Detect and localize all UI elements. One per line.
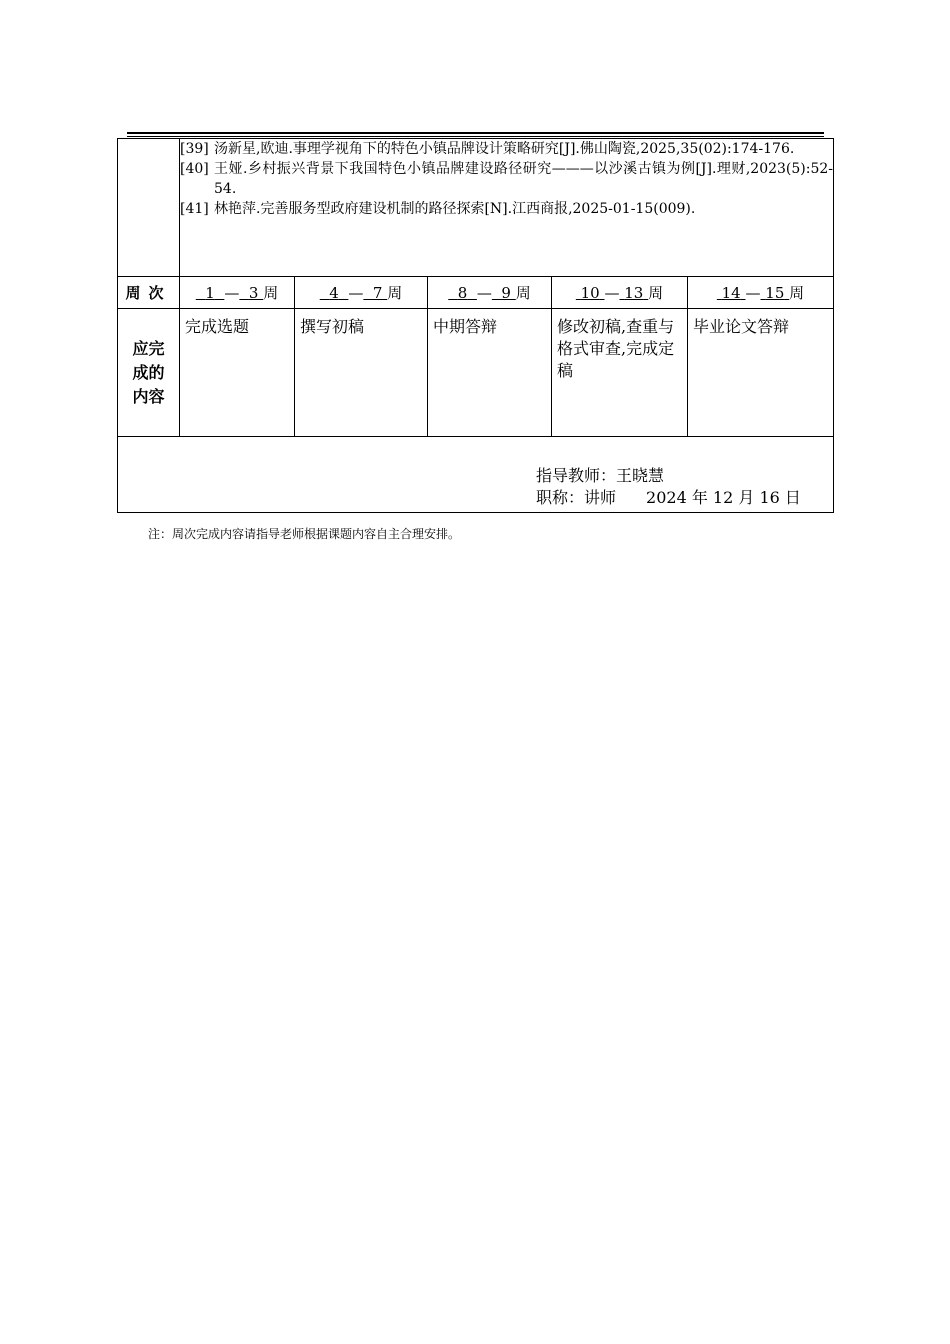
- week-range: 1 — 3 周: [180, 277, 295, 309]
- week-to: 9: [501, 284, 511, 302]
- week-to: 15: [765, 284, 785, 302]
- reference-item: [180, 159, 833, 199]
- content-row: [118, 309, 834, 437]
- footnote: 注：周次完成内容请指导老师根据课题内容自主合理安排。: [148, 527, 461, 541]
- week-range: 4 — 7 周: [295, 277, 428, 309]
- task-table: [117, 138, 834, 513]
- week-range: 10 — 13 周: [552, 277, 688, 309]
- reference-number: [41]: [180, 201, 209, 217]
- week-from: 8: [457, 284, 468, 302]
- week-from: 10: [580, 284, 600, 302]
- top-rule-thin: [127, 136, 824, 137]
- reference-number: [40]: [180, 161, 209, 177]
- content-header: 应完成的内容: [118, 309, 180, 437]
- reference-item: [180, 199, 833, 219]
- week-content: 中期答辩: [428, 309, 552, 437]
- references-row: [118, 139, 834, 277]
- week-from: 1: [205, 284, 215, 302]
- references-label-cell: [118, 139, 180, 277]
- week-content: 毕业论文答辩: [688, 309, 834, 437]
- reference-text: 林艳萍.完善服务型政府建设机制的路径探索[N].江西商报,2025-01-15(009).: [214, 201, 696, 217]
- reference-number: [39]: [180, 141, 209, 157]
- week-content: 撰写初稿: [295, 309, 428, 437]
- sign-date: 2024 年 12 月 16 日: [646, 488, 801, 507]
- week-header: 周次: [118, 277, 180, 309]
- top-rule: [127, 132, 824, 134]
- week-from: 4: [329, 284, 339, 302]
- signature-block: [536, 465, 801, 509]
- week-range: 8 — 9 周: [428, 277, 552, 309]
- reference-text: 汤新星,欧迪.事理学视角下的特色小镇品牌设计策略研究[J].佛山陶瓷,2025,35(02):174-176.: [214, 141, 795, 157]
- references-cell: [180, 139, 834, 277]
- week-content: 完成选题: [180, 309, 295, 437]
- advisor-title: 讲师: [584, 488, 617, 507]
- signature-cell: [118, 437, 834, 513]
- week-range: 14 — 15 周: [688, 277, 834, 309]
- week-content: 修改初稿,查重与格式审查,完成定稿: [552, 309, 688, 437]
- week-to: 3: [248, 284, 259, 302]
- week-to: 13: [624, 284, 644, 302]
- week-row: [118, 277, 834, 309]
- title-line: 职称：讲师 2024 年 12 月 16 日: [536, 488, 801, 507]
- advisor-name: 王晓慧: [616, 466, 665, 485]
- reference-text: 王娅.乡村振兴背景下我国特色小镇品牌建设路径研究———以沙溪古镇为例[J].理财,2023(5):52-54.: [214, 161, 834, 197]
- week-to: 7: [372, 284, 383, 302]
- reference-item: [180, 139, 833, 159]
- advisor-line: 指导教师：王晓慧: [536, 466, 665, 485]
- week-from: 14: [721, 284, 741, 302]
- signature-row: [118, 437, 834, 513]
